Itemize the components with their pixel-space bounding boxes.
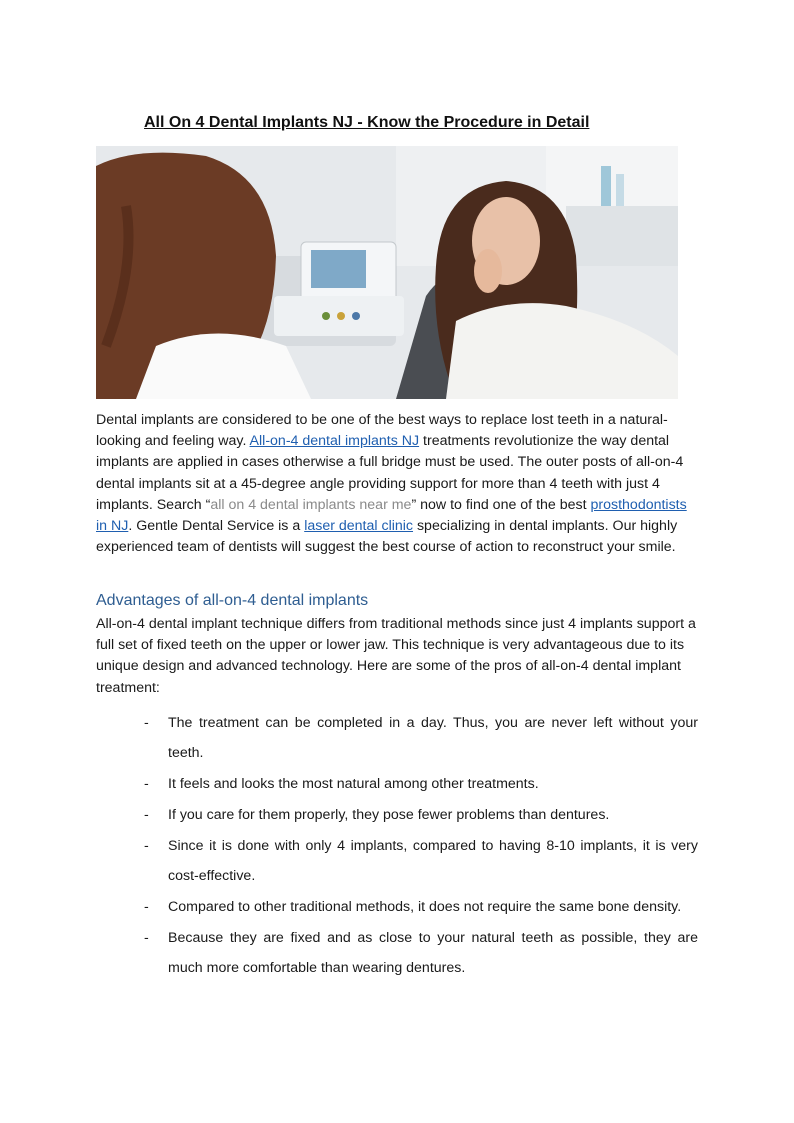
bullet-marker: -	[144, 838, 149, 854]
list-item	[144, 708, 698, 768]
list-item-text: Since it is done with only 4 implants, compared to having 8-10 implants, it is very cost-effective.	[168, 838, 698, 884]
intro-text-4: . Gentle Dental Service is a	[128, 518, 305, 535]
bullet-marker: -	[144, 899, 149, 915]
section-heading: Advantages of all-on-4 dental implants	[96, 592, 369, 609]
laser-clinic-link[interactable]: laser dental clinic	[304, 518, 414, 535]
list-item-text: The treatment can be completed in a day. Thus, you are never left without your teeth.	[168, 715, 698, 761]
intro-paragraph	[96, 410, 700, 558]
prosthodontists-link[interactable]: prosthodontists in NJ	[96, 496, 687, 535]
list-item	[144, 831, 698, 891]
list-item	[144, 892, 698, 922]
dental-photo	[96, 146, 678, 399]
all-on-4-link[interactable]: All-on-4 dental implants NJ	[249, 433, 420, 450]
list-item	[144, 800, 698, 830]
list-item	[144, 769, 698, 799]
bullet-marker: -	[144, 715, 149, 731]
search-phrase: all on 4 dental implants near me	[210, 496, 412, 513]
page-title: All On 4 Dental Implants NJ - Know the Procedure in Detail	[144, 114, 590, 131]
intro-text-2: treatments revolutionize the way dental implants are applied in cases otherwise a full bridge must be used. The outer posts of all-on-4 dental implants sit at a 45-degree angle providing support for more than 4 teeth with just 4 implants. Search “	[96, 433, 684, 513]
bullet-marker: -	[144, 930, 149, 946]
list-item-text: Because they are fixed and as close to your natural teeth as possible, they are much more comfortable than wearing dentures.	[168, 930, 698, 976]
intro-text-5: specializing in dental implants. Our highly experienced team of dentists will suggest the best course of action to reconstruct your smile.	[96, 518, 678, 556]
list-item	[144, 923, 698, 983]
list-item-text: Compared to other traditional methods, it does not require the same bone density.	[168, 899, 682, 915]
list-item-text: It feels and looks the most natural among other treatments.	[168, 776, 539, 792]
section-paragraph: All-on-4 dental implant technique differs from traditional methods since just 4 implants support a full set of fixed teeth on the upper or lower jaw. This technique is very advantageous due to its unique design and advanced technology. Here are some of the pros of all-on-4 dental implant treatment:	[96, 616, 696, 696]
advantages-list	[144, 708, 698, 984]
intro-text-3: ” now to find one of the best	[411, 496, 591, 513]
intro-text-1: Dental implants are considered to be one of the best ways to replace lost teeth in a natural-looking and feeling way.	[96, 412, 668, 450]
list-item-text: If you care for them properly, they pose fewer problems than dentures.	[168, 807, 610, 823]
bullet-marker: -	[144, 776, 149, 792]
bullet-marker: -	[144, 807, 149, 823]
